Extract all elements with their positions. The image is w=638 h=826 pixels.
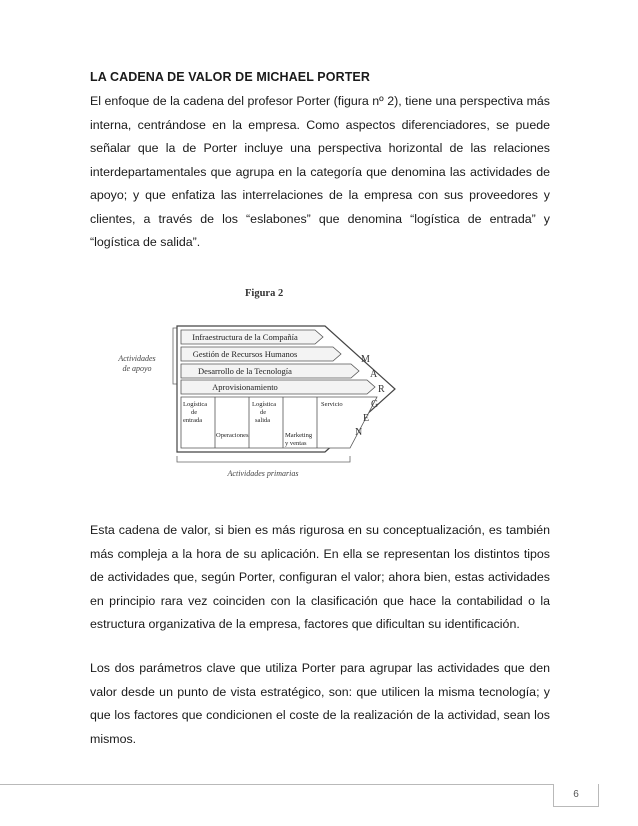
margin-letter-e: E: [363, 413, 370, 424]
section-heading: LA CADENA DE VALOR DE MICHAEL PORTER: [90, 70, 370, 84]
paragraph-parameters: Los dos parámetros clave que utiliza Porter para agrupar las actividades que den valor desde un punto de vista estratégico, son: que utilicen la misma tecnología; y que los factores que condicionen el coste de la realización de la actividad, sean los mismos.: [90, 661, 550, 746]
value-chain-diagram: [95, 278, 415, 500]
margin-letter-m: M: [361, 354, 370, 365]
paragraph-complexity: Esta cadena de valor, si bien es más rigurosa en su conceptualización, es también más compleja a la hora de su aplicación. En ella se representan los distintos tipos de actividades que, según Porter, configuran el valor; ahora bien, estas actividades en principio rara vez coinciden con la clasificación que hace la contabilidad o la estructura organizativa de la empresa, factores que dificultan su identificación.: [90, 523, 550, 631]
page-number: 6: [553, 784, 599, 807]
support-activity-infrastructure: Infraestructura de la Compañía: [192, 332, 298, 342]
outbound-logistics-line3: salida: [255, 417, 271, 424]
outbound-logistics-line1: Logística: [252, 401, 277, 408]
margin-letter-r: R: [378, 384, 385, 395]
support-label-line2: de apoyo: [122, 364, 152, 373]
margin-letter-n: N: [355, 427, 363, 438]
primary-area: [181, 397, 377, 448]
support-activity-hr: Gestión de Recursos Humanos: [192, 349, 298, 359]
figure-title: Figura 2: [245, 288, 284, 299]
margin-letter-g: G: [371, 399, 379, 410]
support-label-line1: Actividades: [118, 354, 156, 363]
inbound-logistics-line2: de: [191, 409, 198, 416]
support-band-4: [181, 380, 375, 394]
support-activity-procurement: Aprovisionamiento: [212, 382, 278, 392]
inbound-logistics-line1: Logística: [183, 401, 208, 408]
primary-bracket: [177, 456, 350, 462]
outbound-logistics-line2: de: [260, 409, 267, 416]
operations-label: Operaciones: [216, 432, 249, 439]
support-bracket: [173, 328, 177, 384]
service-label: Servicio: [321, 401, 343, 408]
margin-letter-a: A: [370, 369, 378, 380]
support-activity-technology: Desarrollo de la Tecnología: [198, 366, 292, 376]
primary-label: Actividades primarias: [227, 469, 299, 478]
marketing-line2: y ventas: [285, 440, 307, 447]
footer-rule: [0, 784, 553, 785]
marketing-line1: Marketing: [285, 432, 313, 439]
value-chain-figure: [95, 278, 415, 500]
inbound-logistics-line3: entrada: [183, 417, 203, 424]
paragraph-intro: El enfoque de la cadena del profesor Porter (figura nº 2), tiene una perspectiva más interna, centrándose en la empresa. Como aspectos diferenciadores, se puede señalar que la de Porter incluye una perspectiva horizontal de las relaciones interdepartamentales que agrupa en la categoría que denomina las actividades de apoyo; y que enfatiza las interrelaciones de la empresa con sus proveedores y clientes, a través de los “eslabones” que denomina “logística de entrada” y “logística de salida”.: [90, 94, 550, 249]
